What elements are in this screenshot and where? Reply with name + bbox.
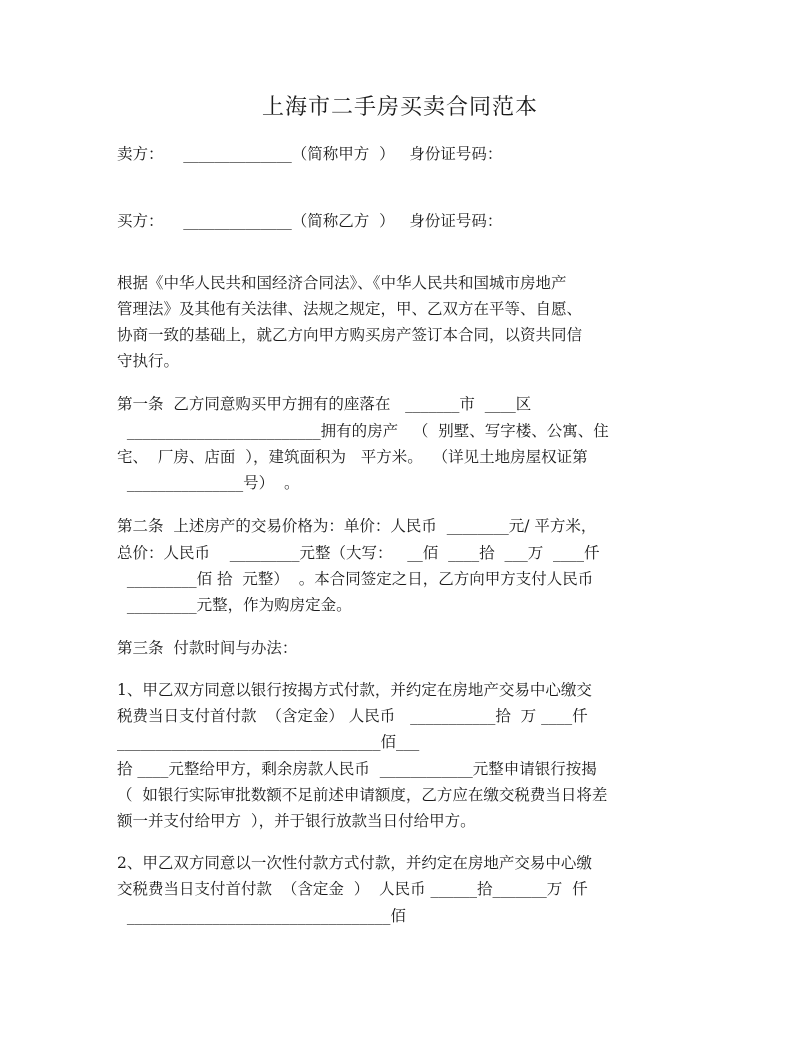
intro-line: 根据《中华人民共和国经济合同法》、《中华人民共和国城市房地产 (117, 274, 567, 292)
clause1-line: 1、甲乙双方同意以银行按揭方式付款，并约定在房地产交易中心缴交 (117, 681, 592, 699)
clause2-line: __________________________________佰 (117, 907, 406, 925)
article2-line: _________元整，作为购房定金。 (117, 596, 352, 614)
document-title: 上海市二手房买卖合同范本 (261, 95, 538, 120)
intro-line: 管理法》及其他有关法律、法规之规定，甲、乙双方在平等、自愿、 (117, 300, 583, 318)
article1-line: _______________号） 。 (117, 474, 300, 492)
article1-line: 宅、 厂房、店面 ），建筑面积为 平方米。 （详见土地房屋权证第 (117, 448, 588, 466)
clause2-line: 交税费当日支付首付款 （含定金 ） 人民币 ______拾_______万 仟 (117, 880, 588, 898)
article1-line: 第一条 乙方同意购买甲方拥有的座落在 _______市 ____区 (117, 395, 532, 413)
clause1-line: 税费当日支付首付款 （含定金） 人民币 ___________拾 万 ____仟 (117, 707, 588, 725)
article2-line: 总价：人民币 _________元整（大写： __佰 ____拾 ___万 ____仟 (117, 544, 600, 562)
article1-line: _________________________拥有的房产 （ 别墅、写字楼、公寓、住 (117, 422, 609, 440)
intro-line: 守执行。 (117, 352, 180, 370)
clause1-line: （ 如银行实际审批数额不足前述申请额度，乙方应在缴交税费当日将差 (117, 786, 608, 804)
buyer-line: 买方： ______________（简称乙方 ） 身份证号码： (117, 212, 503, 230)
article2-line: _________佰 拾 元整） 。本合同签定之日，乙方向甲方支付人民币 (117, 570, 594, 588)
clause2-line: 2、甲乙双方同意以一次性付款方式付款，并约定在房地产交易中心缴 (117, 854, 592, 872)
clause1-line: __________________________________佰___ (117, 733, 420, 751)
seller-line: 卖方： ______________（简称甲方 ） 身份证号码： (117, 145, 503, 163)
clause1-line: 额一并支付给甲方 ），并于银行放款当日付给甲方。 (117, 812, 476, 830)
intro-line: 协商一致的基础上，就乙方向甲方购买房产签订本合同，以资共同信 (117, 326, 583, 344)
article2-line: 第二条 上述房产的交易价格为：单价：人民币 ________元/ 平方米， (117, 517, 597, 535)
article3-title: 第三条 付款时间与办法： (117, 639, 298, 657)
clause1-line: 拾 ____元整给甲方，剩余房款人民币 ____________元整申请银行按揭 (117, 760, 597, 778)
